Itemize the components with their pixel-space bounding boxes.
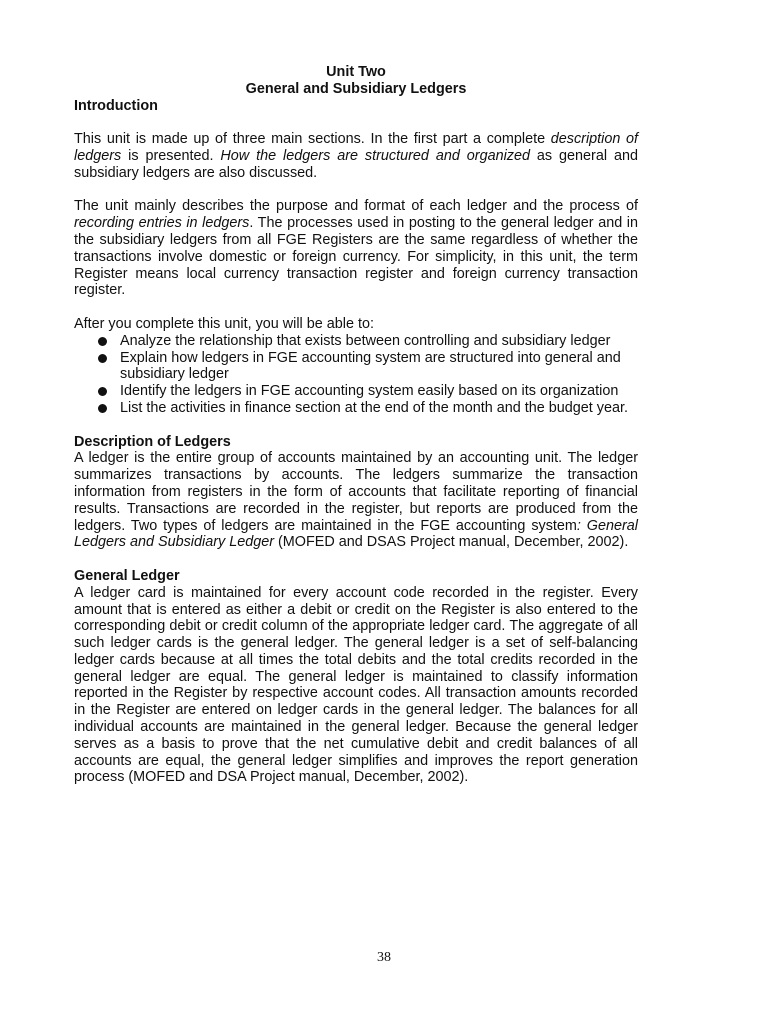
- page-number: 38: [377, 950, 391, 965]
- document-page: [74, 64, 638, 786]
- introduction-heading: Introduction: [74, 97, 158, 114]
- list-item: List the activities in finance section at the end of the month and the budget year.: [74, 400, 638, 417]
- description-heading: Description of Ledgers: [74, 433, 231, 450]
- list-item: Explain how ledgers in FGE accounting system are structured into general and subsidiary ledger: [74, 350, 638, 384]
- bullet-icon: [98, 354, 107, 363]
- unit-label: Unit Two: [326, 64, 386, 80]
- bullet-icon: [98, 387, 107, 396]
- page-title: General and Subsidiary Ledgers: [245, 80, 467, 97]
- intro-paragraph-2: The unit mainly describes the purpose and format of each ledger and the process of recording entries in ledgers. The processes used in posting to the general ledger and in the subsidiary ledgers from all FGE Registers are the same regardless of whether the transactions involve domestic or foreign currency. For simplicity, in this unit, the term Register means local currency transaction register and foreign currency transaction register.: [74, 198, 638, 299]
- general-ledger-paragraph: A ledger card is maintained for every account code recorded in the register. Every amount that is entered as either a debit or credit on the Register is also entered to the corresponding debit or credit column of the appropriate ledger card. The aggregate of all such ledger cards is the general ledger. The general ledger is a set of self-balancing ledger cards because at all times the total debits and the total credits recorded in the general ledger are equal. The general ledger is maintained to classify information reported in the Register by respective account codes. All transaction amounts recorded in the Register are entered on ledger cards in the general ledger. The balances for all individual accounts are maintained in the general ledger. Because the general ledger serves as a basis to prove that the net cumulative debit and credit balances of all accounts are equal, the general ledger simplifies and improves the report generation process (MOFED and DSA Project manual, December, 2002).: [74, 584, 638, 786]
- list-item: Identify the ledgers in FGE accounting system easily based on its organization: [74, 383, 638, 400]
- intro-paragraph-3: After you complete this unit, you will be able to:: [74, 315, 374, 332]
- bullet-icon: [98, 404, 107, 413]
- general-ledger-heading: General Ledger: [74, 567, 180, 584]
- description-paragraph: A ledger is the entire group of accounts maintained by an accounting unit. The ledger summarizes transactions by accounts. The ledgers summarize the transaction information from registers in the form of accounts that facilitate reporting of financial results. Transactions are recorded in the register, but reports are produced from the ledgers. Two types of ledgers are maintained in the FGE accounting system: General Ledgers and Subsidiary Ledger (MOFED and DSAS Project manual, December, 2002).: [74, 450, 638, 551]
- list-item: Analyze the relationship that exists between controlling and subsidiary ledger: [74, 333, 638, 350]
- intro-paragraph-1: This unit is made up of three main sections. In the first part a complete description of ledgers is presented. How the ledgers are structured and organized as general and subsidiary ledgers are also discussed.: [74, 131, 638, 181]
- objectives-list: [74, 333, 638, 417]
- bullet-icon: [98, 337, 107, 346]
